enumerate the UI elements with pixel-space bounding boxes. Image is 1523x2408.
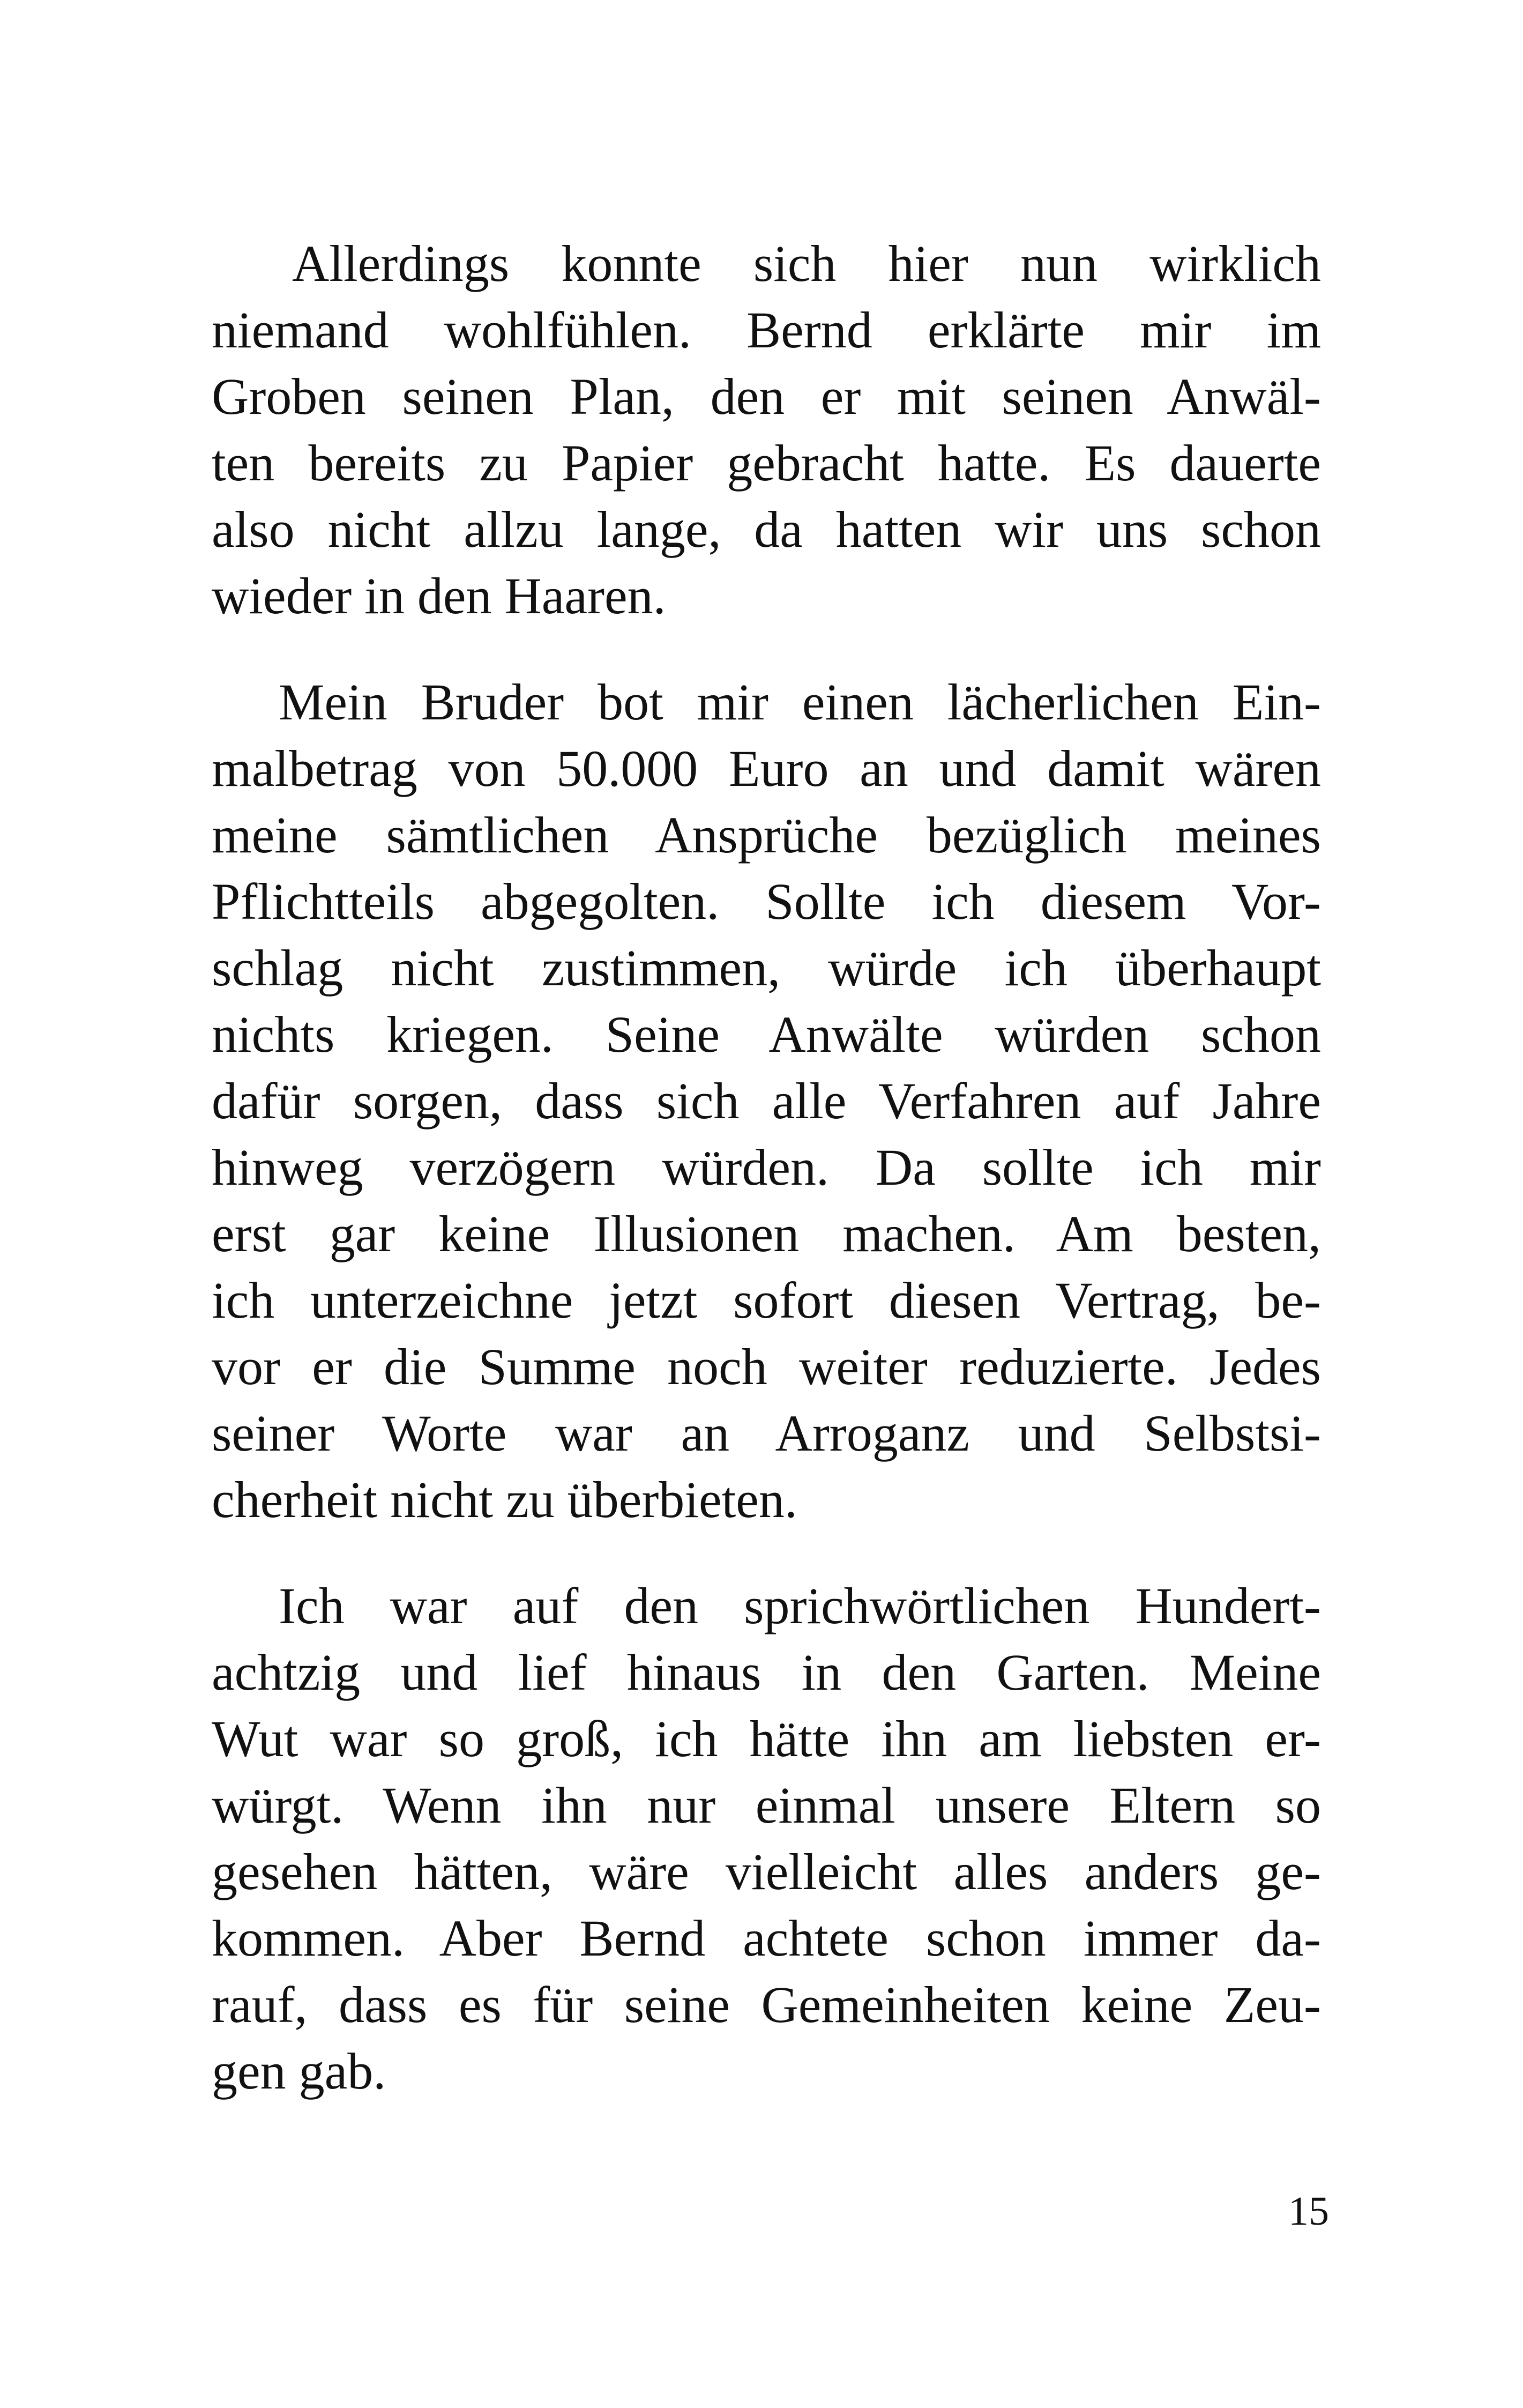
text-line: vor er die Summe noch weiter reduzierte. Jedes	[212, 1338, 1321, 1395]
text-line: erst gar keine Illusionen machen. Am besten,	[212, 1205, 1321, 1262]
paragraph-1	[212, 231, 1321, 629]
text-line: dafür sorgen, dass sich alle Verfahren auf Jahre	[212, 1072, 1321, 1129]
text-line: ich unterzeichne jetzt sofort diesen Vertrag, be-	[212, 1272, 1321, 1329]
page-number: 15	[1288, 2189, 1329, 2234]
text-line: seiner Worte war an Arroganz und Selbstsi-	[212, 1404, 1321, 1462]
text-line: also nicht allzu lange, da hatten wir uns schon	[212, 501, 1321, 558]
text-line: ten bereits zu Papier gebracht hatte. Es dauerte	[212, 434, 1321, 492]
text-line: Mein Bruder bot mir einen lächerlichen Ein-	[279, 673, 1321, 731]
text-line: rauf, dass es für seine Gemeinheiten keine Zeu-	[212, 1976, 1321, 2033]
text-line: würgt. Wenn ihn nur einmal unsere Eltern so	[212, 1777, 1321, 1834]
text-line: malbetrag von 50.000 Euro an und damit wären	[212, 740, 1321, 797]
paragraph-2	[212, 669, 1321, 1533]
text-line: niemand wohlfühlen. Bernd erklärte mir im	[212, 301, 1321, 359]
text-line: schlag nicht zustimmen, würde ich überhaupt	[212, 939, 1321, 997]
body-text	[212, 231, 1321, 2105]
text-line: Ich war auf den sprichwörtlichen Hundert-	[279, 1577, 1321, 1634]
text-line: Wut war so groß, ich hätte ihn am liebsten er-	[212, 1710, 1321, 1767]
paragraph-3	[212, 1573, 1321, 2105]
text-line: wieder in den Haaren.	[212, 567, 666, 625]
text-line: gesehen hätten, wäre vielleicht alles anders ge-	[212, 1843, 1321, 1900]
text-line: achtzig und lief hinaus in den Garten. Meine	[212, 1644, 1321, 1701]
text-line: meine sämtlichen Ansprüche bezüglich meines	[212, 806, 1321, 864]
text-line: gen gab.	[212, 2042, 386, 2100]
text-line: Groben seinen Plan, den er mit seinen Anwäl-	[212, 368, 1321, 425]
text-line: kommen. Aber Bernd achtete schon immer da-	[212, 1909, 1321, 1967]
text-line: nichts kriegen. Seine Anwälte würden schon	[212, 1006, 1321, 1063]
text-line: cherheit nicht zu überbieten.	[212, 1471, 797, 1528]
text-line: Pflichtteils abgegolten. Sollte ich diesem Vor-	[212, 873, 1321, 930]
text-line: hinweg verzögern würden. Da sollte ich mir	[212, 1139, 1321, 1196]
text-line: Allerdings konnte sich hier nun wirklich	[292, 235, 1321, 292]
